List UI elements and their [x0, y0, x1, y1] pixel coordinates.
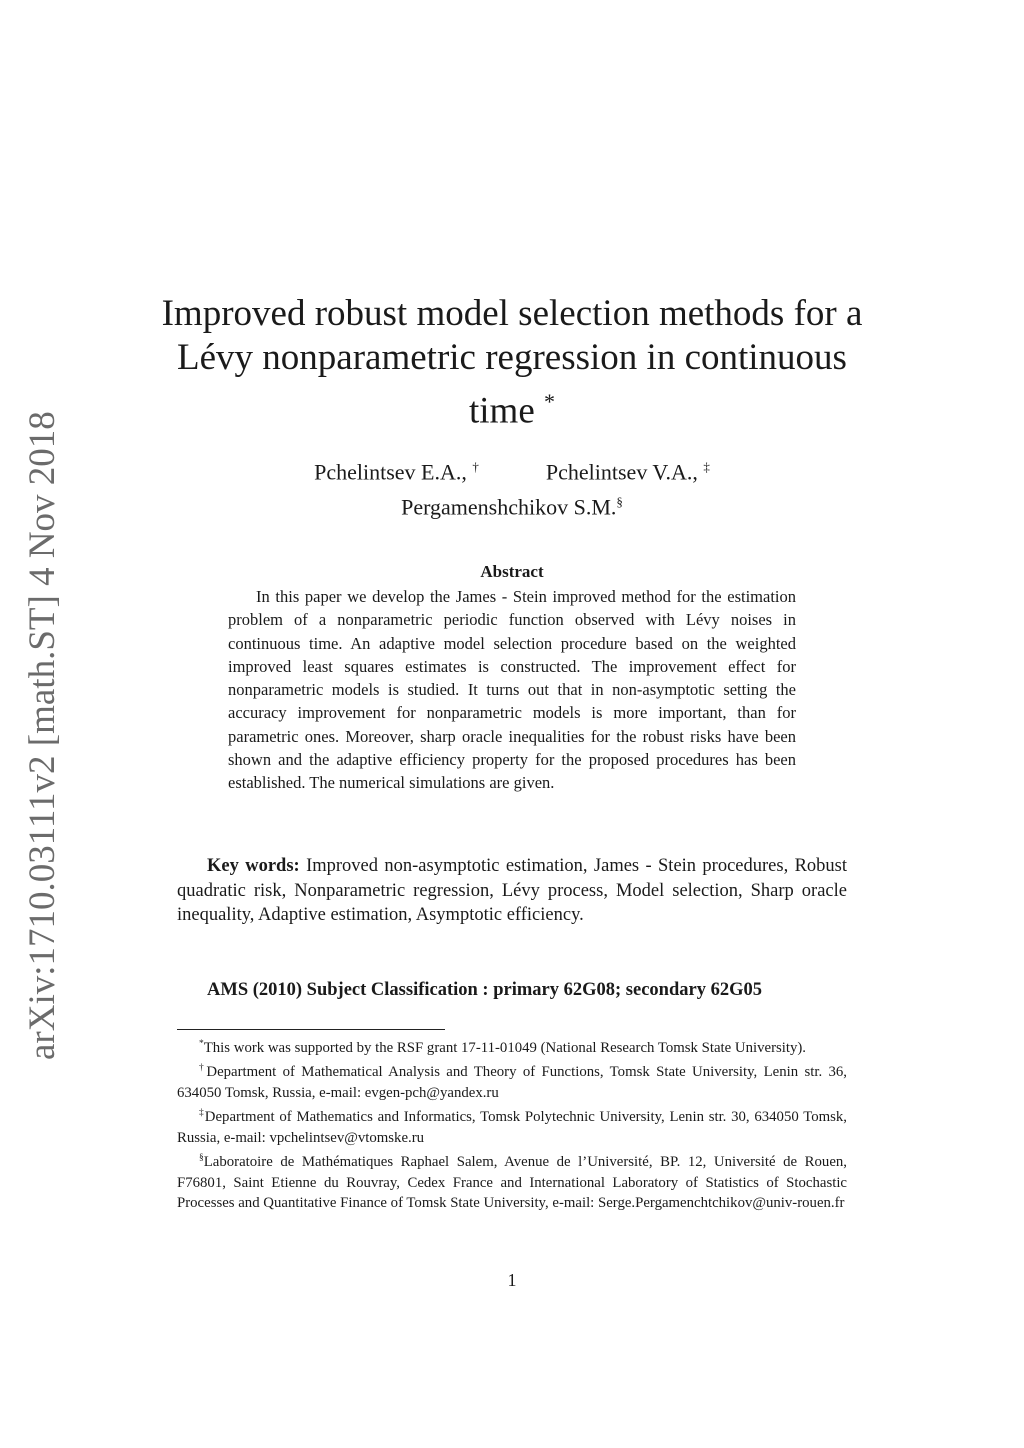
footnote-funding [177, 1034, 847, 1058]
author-footnote-mark: § [616, 494, 623, 510]
author-name: Pergamenshchikov S.M. [401, 494, 617, 520]
footnote-mark: * [199, 1039, 204, 1049]
footnote-mark: † [199, 1063, 207, 1074]
footnote-text: Department of Mathematical Analysis and Theory of Functions, Tomsk State University, Lenin str. 36, 634050 Tomsk, Russia, e-mail: evgen-pch@yandex.ru [177, 1064, 847, 1101]
footnote-mark: § [199, 1153, 204, 1164]
footnote-affiliation-3 [177, 1148, 847, 1213]
page-number: 1 [507, 1270, 517, 1290]
footnote-divider [177, 1029, 445, 1030]
author-line-2 [150, 487, 874, 522]
footnote-mark: ‡ [199, 1108, 205, 1119]
footnote-text: Laboratoire de Mathématiques Raphael Salem, Avenue de l’Université, BP. 12, Université de Rouen, F76801, Saint Etienne du Rouvray, Cedex France and International Laboratory of Statistics of Stochastic Processes and Quantitative Finance of Tomsk State University, e-mail: Serge.Pergamenchtchikov@univ-rouen.fr [177, 1154, 847, 1212]
author-name: Pchelintsev V.A., [545, 459, 698, 485]
title-footnote-mark: * [544, 389, 555, 414]
title-line-1: Improved robust model selection methods for a [161, 293, 863, 334]
footnote-text: Department of Mathematics and Informatics, Tomsk Polytechnic University, Lenin str. 30, 634050 Tomsk, Russia, e-mail: vpchelintsev@vtomske.ru [177, 1109, 847, 1146]
title-line-2: Lévy nonparametric regression in continuous [177, 337, 847, 378]
author-name: Pchelintsev E.A., [314, 459, 467, 485]
footnote-affiliation-1 [177, 1058, 847, 1103]
footnote-affiliation-2 [177, 1103, 847, 1148]
keywords-label: Key words: [207, 856, 300, 876]
abstract-text: In this paper we develop the James - Stein improved method for the estimation problem of a nonparametric periodic function observed with Lévy noises in continuous time. An adaptive model selection procedure based on the weighted improved least squares estimates is constructed. The improvement effect for nonparametric models is studied. It turns out that in non-asymptotic setting the accuracy improvement for nonparametric models is more important, than for parametric ones. Moreover, sharp oracle inequalities for the robust risks have been shown and the adaptive efficiency property for the proposed procedures has been established. The numerical simulations are given. [228, 587, 796, 793]
footnotes [177, 1034, 847, 1214]
arxiv-identifier-stamp: arXiv:1710.03111v2 [math.ST] 4 Nov 2018 [22, 411, 63, 1060]
author-footnote-mark: ‡ [703, 459, 710, 474]
keywords-text: Improved non-asymptotic estimation, James - Stein procedures, Robust quadratic risk, Nonparametric regression, Lévy process, Model selection, Sharp oracle inequality, Adaptive estimation, Asymptotic efficiency. [177, 856, 847, 925]
paper-title [150, 292, 874, 433]
title-line-3-text: time [468, 390, 535, 432]
author-list [150, 452, 874, 523]
author-footnote-mark: † [472, 459, 479, 474]
author-line-1 [150, 452, 874, 487]
footnote-text: This work was supported by the RSF grant 17-11-01049 (National Research Tomsk State University). [203, 1039, 807, 1056]
abstract-heading: Abstract [480, 562, 544, 581]
keywords-paragraph [177, 854, 847, 928]
title-line-3 [150, 380, 874, 433]
ams-classification: AMS (2010) Subject Classification : primary 62G08; secondary 62G05 [207, 980, 762, 1000]
